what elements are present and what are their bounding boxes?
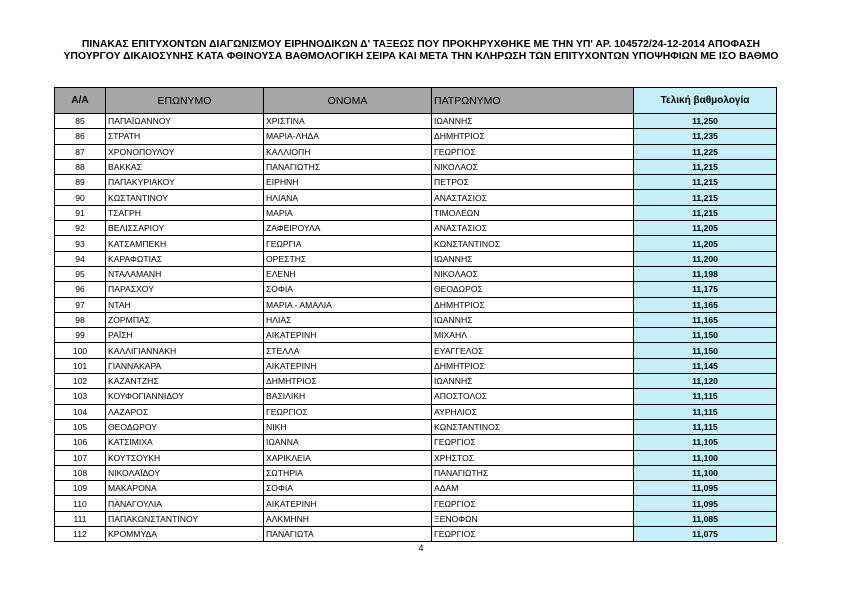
cell-grade: 11,215 xyxy=(634,175,777,190)
cell-name: ΜΑΡΙΑ-ΛΗΔΑ xyxy=(264,129,432,144)
cell-surname: ΜΑΚΑΡΟΝΑ xyxy=(106,481,264,496)
cell-grade: 11,145 xyxy=(634,358,777,373)
cell-surname: ΠΑΠΑΚΥΡΙΑΚΟΥ xyxy=(106,175,264,190)
table-row xyxy=(55,205,777,220)
cell-father: ΙΩΑΝΝΗΣ xyxy=(432,312,634,327)
table-row xyxy=(55,465,777,480)
cell-surname: ΚΑΖΑΝΤΖΗΣ xyxy=(106,374,264,389)
cell-name: ΗΛΙΑΝΑ xyxy=(264,190,432,205)
cell-father: ΚΩΝΣΤΑΝΤΙΝΟΣ xyxy=(432,236,634,251)
cell-surname: ΓΙΑΝΝΑΚΑΡΑ xyxy=(106,358,264,373)
table-row xyxy=(55,266,777,281)
cell-aa: 91 xyxy=(55,205,106,220)
cell-father: ΠΕΤΡΟΣ xyxy=(432,175,634,190)
cell-surname: ΚΡΟΜΜΥΔΑ xyxy=(106,527,264,542)
cell-aa: 97 xyxy=(55,297,106,312)
cell-father: ΔΗΜΗΤΡΙΟΣ xyxy=(432,358,634,373)
cell-surname: ΝΤΑΛΑΜΑΝΗ xyxy=(106,266,264,281)
cell-name: ΑΙΚΑΤΕΡΙΝΗ xyxy=(264,328,432,343)
table-row xyxy=(55,374,777,389)
cell-aa: 101 xyxy=(55,358,106,373)
cell-surname: ΝΙΚΟΛΑΪΔΟΥ xyxy=(106,465,264,480)
cell-grade: 11,115 xyxy=(634,389,777,404)
table-row xyxy=(55,343,777,358)
cell-aa: 86 xyxy=(55,129,106,144)
cell-father: ΙΩΑΝΝΗΣ xyxy=(432,114,634,129)
cell-aa: 105 xyxy=(55,419,106,434)
cell-name: ΣΟΦΙΑ xyxy=(264,481,432,496)
cell-grade: 11,075 xyxy=(634,527,777,542)
cell-surname: ΖΟΡΜΠΑΣ xyxy=(106,312,264,327)
cell-name: ΔΗΜΗΤΡΙΟΣ xyxy=(264,374,432,389)
cell-surname: ΝΤΑΗ xyxy=(106,297,264,312)
cell-name: ΚΑΛΛΙΟΠΗ xyxy=(264,144,432,159)
cell-surname: ΒΕΛΙΣΣΑΡΙΟΥ xyxy=(106,221,264,236)
document-title-line-1: ΠΙΝΑΚΑΣ ΕΠΙΤΥΧΟΝΤΩΝ ΔΙΑΓΩΝΙΣΜΟΥ ΕΙΡΗΝΟΔΙΚΩΝ Δ' ΤΑΞΕΩΣ ΠΟΥ ΠΡΟΚΗΡΥΧΘΗΚΕ ΜΕ ΤΗΝ ΥΠ' ΑΡ. 104572/24-12-2014 ΑΠΟΦΑΣΗ xyxy=(81,39,761,50)
table-row xyxy=(55,481,777,496)
cell-grade: 11,085 xyxy=(634,511,777,526)
cell-aa: 96 xyxy=(55,282,106,297)
cell-grade: 11,095 xyxy=(634,496,777,511)
cell-surname: ΠΑΠΑΚΩΝΣΤΑΝΤΙΝΟΥ xyxy=(106,511,264,526)
cell-father: ΑΝΑΣΤΑΣΙΟΣ xyxy=(432,190,634,205)
cell-name: ΕΙΡΗΝΗ xyxy=(264,175,432,190)
table-row xyxy=(55,358,777,373)
cell-name: ΣΟΦΙΑ xyxy=(264,282,432,297)
cell-father: ΓΕΩΡΓΙΟΣ xyxy=(432,144,634,159)
cell-surname: ΤΣΑΓΡΗ xyxy=(106,205,264,220)
cell-grade: 11,175 xyxy=(634,282,777,297)
column-header-grade: Τελική βαθμολογία xyxy=(634,88,777,114)
cell-father: ΠΑΝΑΓΙΩΤΗΣ xyxy=(432,465,634,480)
cell-name: ΖΑΦΕΙΡΟΥΛΑ xyxy=(264,221,432,236)
cell-name: ΝΙΚΗ xyxy=(264,419,432,434)
table-row xyxy=(55,159,777,174)
cell-surname: ΒΑΚΚΑΣ xyxy=(106,159,264,174)
cell-aa: 102 xyxy=(55,374,106,389)
table-row xyxy=(55,389,777,404)
table-row xyxy=(55,328,777,343)
cell-aa: 108 xyxy=(55,465,106,480)
cell-aa: 95 xyxy=(55,266,106,281)
column-header-aa: Α/Α xyxy=(55,88,106,114)
cell-father: ΓΕΩΡΓΙΟΣ xyxy=(432,435,634,450)
table-row xyxy=(55,190,777,205)
cell-name: ΗΛΙΑΣ xyxy=(264,312,432,327)
cell-aa: 110 xyxy=(55,496,106,511)
table-row xyxy=(55,221,777,236)
table-row xyxy=(55,527,777,542)
cell-father: ΘΕΟΔΩΡΟΣ xyxy=(432,282,634,297)
table-row xyxy=(55,404,777,419)
cell-aa: 94 xyxy=(55,251,106,266)
cell-name: ΟΡΕΣΤΗΣ xyxy=(264,251,432,266)
table-row xyxy=(55,282,777,297)
cell-surname: ΚΩΣΤΑΝΤΙΝΟΥ xyxy=(106,190,264,205)
cell-surname: ΚΟΥΤΣΟΥΚΗ xyxy=(106,450,264,465)
column-header-name: ΟΝΟΜΑ xyxy=(264,88,432,114)
column-header-surname: ΕΠΩΝΥΜΟ xyxy=(106,88,264,114)
table-row xyxy=(55,175,777,190)
cell-grade: 11,150 xyxy=(634,343,777,358)
cell-grade: 11,100 xyxy=(634,465,777,480)
cell-name: ΓΕΩΡΓΙΟΣ xyxy=(264,404,432,419)
cell-aa: 103 xyxy=(55,389,106,404)
table-row xyxy=(55,129,777,144)
cell-aa: 87 xyxy=(55,144,106,159)
cell-father: ΑΔΑΜ xyxy=(432,481,634,496)
cell-grade: 11,100 xyxy=(634,450,777,465)
cell-father: ΕΥΑΓΓΕΛΟΣ xyxy=(432,343,634,358)
cell-grade: 11,215 xyxy=(634,159,777,174)
results-table xyxy=(54,87,777,542)
table-header-row xyxy=(55,88,777,114)
table-row xyxy=(55,114,777,129)
cell-surname: ΧΡΟΝΟΠΟΥΛΟΥ xyxy=(106,144,264,159)
cell-grade: 11,205 xyxy=(634,221,777,236)
cell-name: ΣΩΤΗΡΙΑ xyxy=(264,465,432,480)
cell-aa: 100 xyxy=(55,343,106,358)
cell-name: ΧΡΙΣΤΙΝΑ xyxy=(264,114,432,129)
cell-father: ΝΙΚΟΛΑΟΣ xyxy=(432,266,634,281)
cell-grade: 11,105 xyxy=(634,435,777,450)
cell-grade: 11,225 xyxy=(634,144,777,159)
cell-grade: 11,250 xyxy=(634,114,777,129)
cell-aa: 85 xyxy=(55,114,106,129)
cell-surname: ΘΕΟΔΩΡΟΥ xyxy=(106,419,264,434)
cell-grade: 11,120 xyxy=(634,374,777,389)
table-row xyxy=(55,144,777,159)
cell-grade: 11,115 xyxy=(634,404,777,419)
cell-name: ΙΩΑΝΝΑ xyxy=(264,435,432,450)
table-row xyxy=(55,419,777,434)
cell-father: ΔΗΜΗΤΡΙΟΣ xyxy=(432,129,634,144)
cell-name: ΜΑΡΙΑ xyxy=(264,205,432,220)
cell-surname: ΛΑΖΑΡΟΣ xyxy=(106,404,264,419)
cell-grade: 11,200 xyxy=(634,251,777,266)
cell-father: ΞΕΝΟΦΩΝ xyxy=(432,511,634,526)
cell-grade: 11,215 xyxy=(634,190,777,205)
cell-surname: ΚΟΥΦΟΓΙΑΝΝΙΔΟΥ xyxy=(106,389,264,404)
cell-name: ΣΤΕΛΛΑ xyxy=(264,343,432,358)
cell-surname: ΚΑΤΣΙΜΙΧΑ xyxy=(106,435,264,450)
cell-father: ΓΕΩΡΓΙΟΣ xyxy=(432,496,634,511)
cell-father: ΜΙΧΑΗΛ xyxy=(432,328,634,343)
cell-aa: 107 xyxy=(55,450,106,465)
column-header-father: ΠΑΤΡΩΝΥΜΟ xyxy=(432,88,634,114)
cell-father: ΓΕΩΡΓΙΟΣ xyxy=(432,527,634,542)
page-number: 4 xyxy=(418,543,424,553)
cell-father: ΙΩΑΝΝΗΣ xyxy=(432,374,634,389)
cell-name: ΑΙΚΑΤΕΡΙΝΗ xyxy=(264,358,432,373)
cell-father: ΑΝΑΣΤΑΣΙΟΣ xyxy=(432,221,634,236)
cell-aa: 106 xyxy=(55,435,106,450)
table-row xyxy=(55,450,777,465)
cell-name: ΑΛΚΜΗΝΗ xyxy=(264,511,432,526)
cell-aa: 98 xyxy=(55,312,106,327)
cell-name: ΑΙΚΑΤΕΡΙΝΗ xyxy=(264,496,432,511)
cell-surname: ΚΑΛΛΙΓΙΑΝΝΑΚΗ xyxy=(106,343,264,358)
cell-aa: 104 xyxy=(55,404,106,419)
cell-father: ΝΙΚΟΛΑΟΣ xyxy=(432,159,634,174)
cell-surname: ΠΑΝΑΓΟΥΛΙΑ xyxy=(106,496,264,511)
cell-surname: ΣΤΡΑΤΗ xyxy=(106,129,264,144)
cell-grade: 11,165 xyxy=(634,297,777,312)
cell-name: ΧΑΡΙΚΛΕΙΑ xyxy=(264,450,432,465)
cell-name: ΠΑΝΑΓΙΩΤΗΣ xyxy=(264,159,432,174)
cell-grade: 11,165 xyxy=(634,312,777,327)
cell-father: ΑΠΟΣΤΟΛΟΣ xyxy=(432,389,634,404)
table-row xyxy=(55,312,777,327)
table-row xyxy=(55,496,777,511)
cell-aa: 88 xyxy=(55,159,106,174)
cell-surname: ΚΑΤΣΑΜΠΕΚΗ xyxy=(106,236,264,251)
table-row xyxy=(55,297,777,312)
cell-surname: ΠΑΠΑΪΩΑΝΝΟΥ xyxy=(106,114,264,129)
cell-father: ΚΩΝΣΤΑΝΤΙΝΟΣ xyxy=(432,419,634,434)
cell-grade: 11,205 xyxy=(634,236,777,251)
cell-grade: 11,095 xyxy=(634,481,777,496)
cell-surname: ΚΑΡΑΦΩΤΙΑΣ xyxy=(106,251,264,266)
table-row xyxy=(55,251,777,266)
cell-aa: 92 xyxy=(55,221,106,236)
cell-aa: 90 xyxy=(55,190,106,205)
cell-surname: ΠΑΡΑΣΧΟΥ xyxy=(106,282,264,297)
cell-name: ΕΛΕΝΗ xyxy=(264,266,432,281)
cell-name: ΜΑΡΙΑ - ΑΜΑΛΙΑ xyxy=(264,297,432,312)
cell-aa: 111 xyxy=(55,511,106,526)
cell-surname: ΡΑΪΣΗ xyxy=(106,328,264,343)
cell-father: ΤΙΜΟΛΕΩΝ xyxy=(432,205,634,220)
cell-grade: 11,215 xyxy=(634,205,777,220)
cell-grade: 11,235 xyxy=(634,129,777,144)
table-row xyxy=(55,236,777,251)
cell-aa: 112 xyxy=(55,527,106,542)
cell-aa: 99 xyxy=(55,328,106,343)
cell-name: ΠΑΝΑΓΙΩΤΑ xyxy=(264,527,432,542)
cell-grade: 11,115 xyxy=(634,419,777,434)
cell-father: ΧΡΗΣΤΟΣ xyxy=(432,450,634,465)
cell-father: ΔΗΜΗΤΡΙΟΣ xyxy=(432,297,634,312)
document-title-line-2: ΥΠΟΥΡΓΟΥ ΔΙΚΑΙΟΣΥΝΗΣ ΚΑΤΑ ΦΘΙΝΟΥΣΑ ΒΑΘΜΟΛΟΓΙΚΗ ΣΕΙΡΑ ΚΑΙ ΜΕΤΑ ΤΗΝ ΚΛΗΡΩΣΗ ΤΩΝ ΕΠΙΤΥΧΟΝΤΩΝ ΥΠΟΨΗΦΙΩΝ ΜΕ ΙΣΟ ΒΑΘΜΟ xyxy=(63,51,779,62)
cell-father: ΑΥΡΗΛΙΟΣ xyxy=(432,404,634,419)
cell-aa: 89 xyxy=(55,175,106,190)
cell-name: ΒΑΣΙΛΙΚΗ xyxy=(264,389,432,404)
cell-name: ΓΕΩΡΓΙΑ xyxy=(264,236,432,251)
cell-father: ΙΩΑΝΝΗΣ xyxy=(432,251,634,266)
table-row xyxy=(55,435,777,450)
table-row xyxy=(55,511,777,526)
cell-grade: 11,198 xyxy=(634,266,777,281)
cell-aa: 93 xyxy=(55,236,106,251)
cell-aa: 109 xyxy=(55,481,106,496)
cell-grade: 11,150 xyxy=(634,328,777,343)
